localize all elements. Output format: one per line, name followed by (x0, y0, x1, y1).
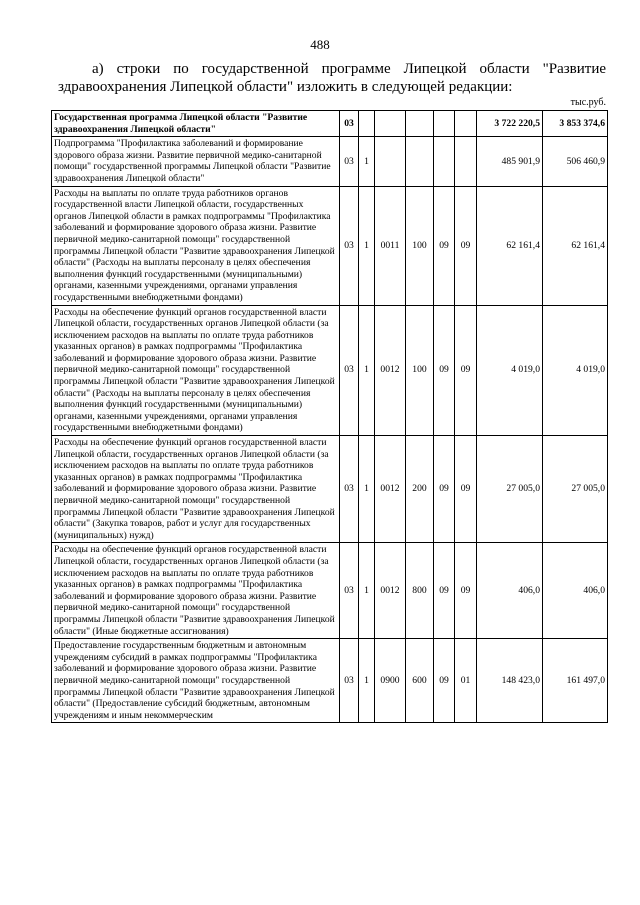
row-gr-cell: 03 (340, 543, 359, 639)
row-subsection-cell: 01 (455, 639, 477, 723)
row-name-cell: Подпрограмма "Профилактика заболеваний и формирование здорового образа жизни. Развитие первичной медико-санитарной помощи" государственной программы Липецкой области "Развитие здравоохранения Липецкой области" (52, 137, 340, 186)
row-expense-type-cell: 200 (406, 436, 434, 543)
row-section-cell: 09 (434, 186, 455, 305)
row-subprogram-cell: 1 (359, 305, 375, 436)
row-subprogram-cell: 1 (359, 186, 375, 305)
row-sum-2016-cell: 27 005,0 (543, 436, 608, 543)
row-gr-cell: 03 (340, 436, 359, 543)
row-expense-type-cell (406, 137, 434, 186)
row-subsection-cell (455, 137, 477, 186)
row-sum-2015-cell: 62 161,4 (477, 186, 543, 305)
row-expense-type-cell: 600 (406, 639, 434, 723)
table-row (52, 639, 608, 723)
page-number: 488 (310, 37, 330, 52)
row-expense-type-cell: 800 (406, 543, 434, 639)
row-gr-cell: 03 (340, 639, 359, 723)
program-sum-2015-cell: 3 722 220,5 (477, 111, 543, 137)
empty-cell (455, 111, 477, 137)
row-name-cell: Расходы на обеспечение функций органов государственной власти Липецкой области, государственных органов Липецкой области (за исключением расходов на выплаты по оплате труда работников указанных органов) в рамках подпрограммы "Профилактика заболеваний и формирование здорового образа жизни. Развитие первичной медико-санитарной помощи" государственной программы Липецкой области "Развитие здравоохранения Липецкой области" (Закупка товаров, работ и услуг для государственных (муниципальных) нужд) (52, 436, 340, 543)
row-target-article-cell: 0900 (375, 639, 406, 723)
empty-cell (375, 111, 406, 137)
row-subsection-cell: 09 (455, 305, 477, 436)
table-row (52, 543, 608, 639)
row-section-cell: 09 (434, 305, 455, 436)
row-target-article-cell (375, 137, 406, 186)
row-subprogram-cell: 1 (359, 543, 375, 639)
row-target-article-cell: 0012 (375, 436, 406, 543)
row-sum-2015-cell: 406,0 (477, 543, 543, 639)
row-section-cell (434, 137, 455, 186)
row-subsection-cell: 09 (455, 436, 477, 543)
row-subsection-cell: 09 (455, 186, 477, 305)
row-target-article-cell: 0012 (375, 305, 406, 436)
row-sum-2015-cell: 27 005,0 (477, 436, 543, 543)
row-gr-cell: 03 (340, 186, 359, 305)
row-sum-2016-cell: 4 019,0 (543, 305, 608, 436)
row-target-article-cell: 0011 (375, 186, 406, 305)
table-row (52, 137, 608, 186)
row-section-cell: 09 (434, 436, 455, 543)
row-sum-2016-cell: 506 460,9 (543, 137, 608, 186)
row-sum-2016-cell: 62 161,4 (543, 186, 608, 305)
row-section-cell: 09 (434, 639, 455, 723)
row-target-article-cell: 0012 (375, 543, 406, 639)
program-name-cell: Государственная программа Липецкой области "Развитие здравоохранения Липецкой области" (52, 111, 340, 137)
row-name-cell: Расходы на обеспечение функций органов государственной власти Липецкой области, государственных органов Липецкой области (за исключением расходов на выплаты по оплате труда работников указанных органов) в рамках подпрограммы "Профилактика заболеваний и формирование здорового образа жизни. Развитие первичной медико-санитарной помощи" государственной программы Липецкой области "Развитие здравоохранения Липецкой области" (Расходы на выплаты персоналу в целях обеспечения выполнения функций государственными (муниципальными) органами, казенными учреждениями, органами управления государственными внебюджетными фондами) (52, 305, 340, 436)
row-section-cell: 09 (434, 543, 455, 639)
row-expense-type-cell: 100 (406, 305, 434, 436)
budget-table (51, 110, 608, 723)
intro-paragraph: а) строки по государственной программе Липецкой области "Развитие здравоохранения Липецкой области" изложить в следующей редакции: (58, 61, 606, 95)
empty-cell (359, 111, 375, 137)
program-sum-2016-cell: 3 853 374,6 (543, 111, 608, 137)
empty-cell (406, 111, 434, 137)
table-row (52, 186, 608, 305)
table-row (52, 305, 608, 436)
row-sum-2015-cell: 148 423,0 (477, 639, 543, 723)
row-name-cell: Расходы на выплаты по оплате труда работников органов государственной власти Липецкой области, государственных органов Липецкой области в рамках подпрограммы "Профилактика заболеваний и формирование здорового образа жизни. Развитие первичной медико-санитарной помощи" государственной программы Липецкой области "Развитие здравоохранения Липецкой области" (Расходы на выплаты персоналу в целях обеспечения выполнения функций государственными (муниципальными) органами, казенными учреждениями, органами управления государственными внебюджетными фондами) (52, 186, 340, 305)
row-subprogram-cell: 1 (359, 137, 375, 186)
program-gr-cell: 03 (340, 111, 359, 137)
empty-cell (434, 111, 455, 137)
row-subsection-cell: 09 (455, 543, 477, 639)
row-subprogram-cell: 1 (359, 436, 375, 543)
program-header-row (52, 111, 608, 137)
table-row (52, 436, 608, 543)
row-name-cell: Предоставление государственным бюджетным и автономным учреждениям субсидий в рамках подпрограммы "Профилактика заболеваний и формирование здорового образа жизни. Развитие первичной медико-санитарной помощи" государственной программы Липецкой области "Развитие здравоохранения Липецкой области" (Предоставление субсидий бюджетным, автономным учреждениям и иным некоммерческим (52, 639, 340, 723)
row-sum-2015-cell: 4 019,0 (477, 305, 543, 436)
unit-label: тыс.руб. (570, 97, 606, 108)
row-gr-cell: 03 (340, 137, 359, 186)
row-sum-2015-cell: 485 901,9 (477, 137, 543, 186)
row-expense-type-cell: 100 (406, 186, 434, 305)
row-sum-2016-cell: 161 497,0 (543, 639, 608, 723)
row-subprogram-cell: 1 (359, 639, 375, 723)
row-sum-2016-cell: 406,0 (543, 543, 608, 639)
row-gr-cell: 03 (340, 305, 359, 436)
row-name-cell: Расходы на обеспечение функций органов государственной власти Липецкой области, государственных органов Липецкой области (за исключением расходов на выплаты по оплате труда работников указанных органов) в рамках подпрограммы "Профилактика заболеваний и формирование здорового образа жизни. Развитие первичной медико-санитарной помощи" государственной программы Липецкой области "Развитие здравоохранения Липецкой области" (Иные бюджетные ассигнования) (52, 543, 340, 639)
